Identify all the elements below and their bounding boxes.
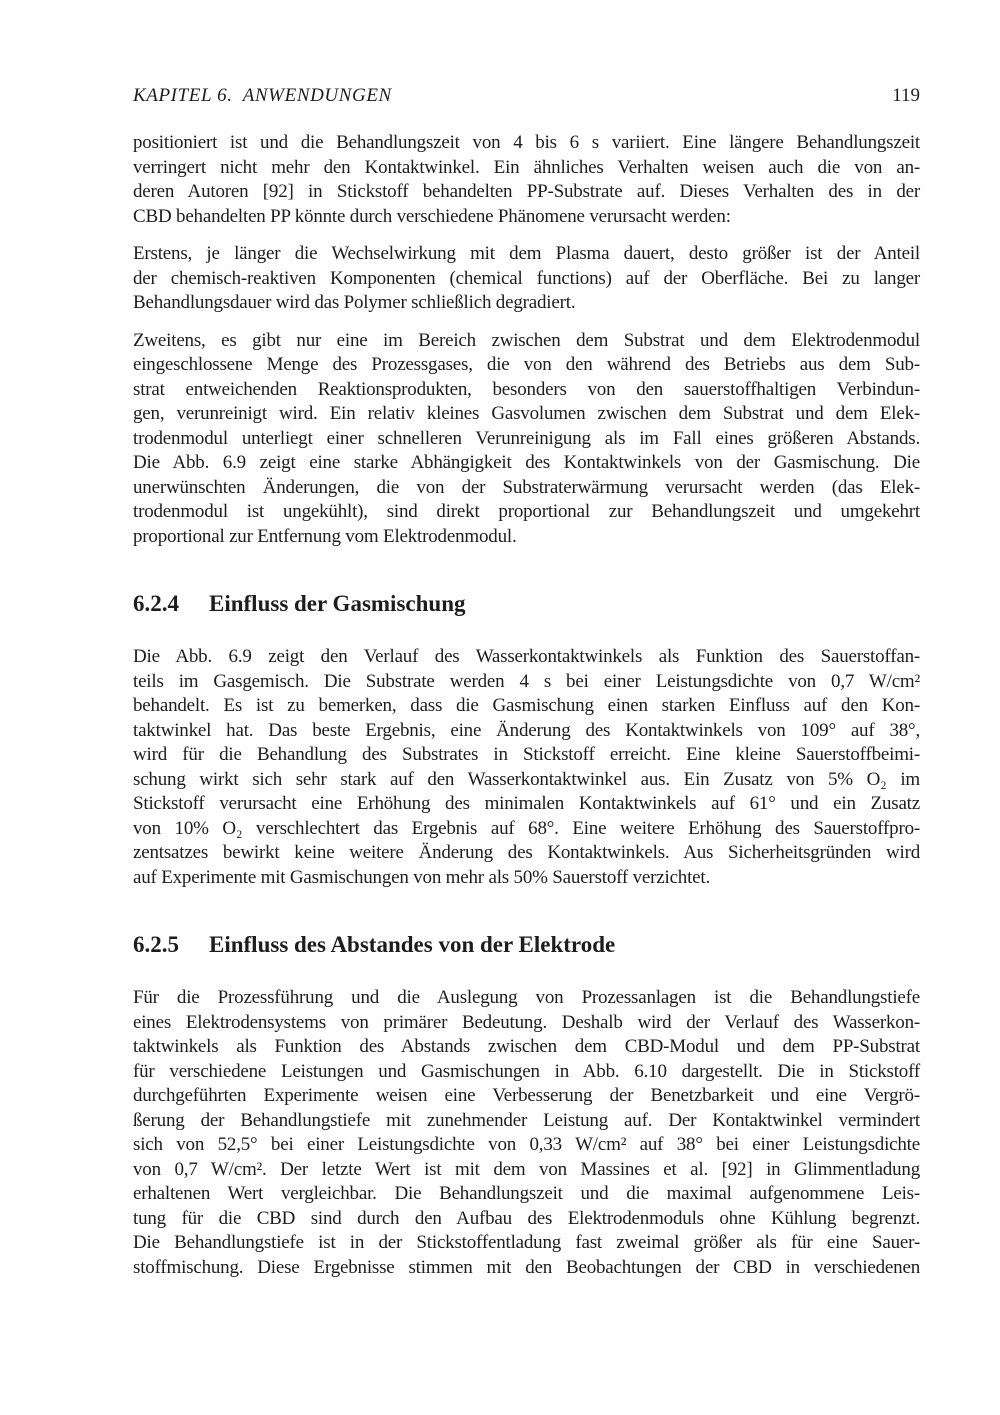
page-header [133,84,920,108]
page-number: 119 [892,85,920,106]
paragraph [133,645,920,890]
text-line: strat entweichenden Reaktionsprodukten, besonders von den sauerstoffhaltigen Verbindun- [133,378,920,400]
text-line: Die Abb. 6.9 zeigt den Verlauf des Wasserkontaktwinkels als Funktion des Sauerstoffan- [133,646,920,667]
text-line: Für die Prozessführung und die Auslegung von Prozessanlagen ist die Behandlungstiefe [133,987,920,1008]
text-line: deren Autoren [92] in Stickstoff behandelten PP-Substrate auf. Dieses Verhalten des in der [133,181,920,202]
text-line: von 10% O₂ verschlechtert das Ergebnis auf 68°. Eine weitere Erhöhung des Sauerstoffpro- [133,817,920,839]
text-line: unerwünschten Änderungen, die von der Substraterwärmung verursacht werden (das Elek- [133,476,920,498]
text-line: Die Behandlungstiefe ist in der Stickstoffentladung fast zweimal größer als für eine Sauer- [133,1232,920,1253]
paragraph [133,986,920,1280]
text-line: Stickstoff verursacht eine Erhöhung des minimalen Kontaktwinkels auf 61° und ein Zusatz [133,793,920,814]
text-line: schung wirkt sich sehr stark auf den Wasserkontaktwinkel aus. Ein Zusatz von 5% O₂ im [133,768,920,790]
section-number: 6.2.4 [133,591,179,616]
text-line: wird für die Behandlung des Substrates in Stickstoff erreicht. Eine kleine Sauerstoffbeimi- [133,744,920,765]
text-line: teils im Gasgemisch. Die Substrate werden 4 s bei einer Leistungsdichte von 0,7 W/cm² [133,670,920,692]
text-line: CBD behandelten PP könnte durch verschiedene Phänomene verursacht werden: [133,205,731,227]
section-heading [133,589,920,619]
text-line: stoffmischung. Diese Ergebnisse stimmen mit den Beobachtungen der CBD in verschiedenen [133,1256,920,1278]
text-line: der chemisch-reaktiven Komponenten (chemical functions) auf der Oberfläche. Bei zu langer [133,267,920,289]
text-line: Behandlungsdauer wird das Polymer schließlich degradiert. [133,292,576,313]
text-line: gen, verunreinigt wird. Ein relativ kleines Gasvolumen zwischen dem Substrat und dem Elek- [133,403,920,424]
section-title: Einfluss der Gasmischung [209,591,466,616]
chapter-title: KAPITEL 6. ANWENDUNGEN [133,85,392,106]
text-line: verringert nicht mehr den Kontaktwinkel. Ein ähnliches Verhalten weisen auch die von an- [133,156,920,178]
section-title: Einfluss des Abstandes von der Elektrode [209,932,616,957]
text-line: eines Elektrodensystems von primärer Bedeutung. Deshalb wird der Verlauf des Wasserkon- [133,1011,920,1033]
text-line: trodenmodul ist ungekühlt), sind direkt proportional zur Behandlungszeit und umgekehrt [133,501,920,522]
paragraph [133,242,920,316]
text-line: taktwinkels als Funktion des Abstands zwischen dem CBD-Modul und dem PP-Substrat [133,1036,920,1057]
section-number: 6.2.5 [133,932,179,957]
text-line: zentsatzes bewirkt keine weitere Änderung des Kontaktwinkels. Aus Sicherheitsgründen wird [133,842,920,863]
text-line: durchgeführten Experimente weisen eine Verbesserung der Benetzbarkeit und eine Vergrö- [133,1085,920,1106]
text-line: behandelt. Es ist zu bemerken, dass die Gasmischung einen starken Einfluss auf den Kon- [133,695,920,716]
text-line: tung für die CBD sind durch den Aufbau des Elektrodenmoduls ohne Kühlung begrenzt. [133,1207,920,1229]
page-content [133,131,920,1280]
text-line: proportional zur Entfernung vom Elektrodenmodul. [133,525,517,547]
text-line: taktwinkel hat. Das beste Ergebnis, eine Änderung des Kontaktwinkels von 109° auf 38°, [133,719,920,741]
text-line: positioniert ist und die Behandlungszeit von 4 bis 6 s variiert. Eine längere Behandlungszeit [133,132,920,153]
text-line: Erstens, je länger die Wechselwirkung mit dem Plasma dauert, desto größer ist der Anteil [133,243,920,264]
paragraph [133,329,920,550]
paragraph [133,131,920,229]
text-line: trodenmodul unterliegt einer schnelleren Verunreinigung als im Fall eines größeren Abstands. [133,427,920,449]
text-line: Die Abb. 6.9 zeigt eine starke Abhängigkeit des Kontaktwinkels von der Gasmischung. Die [133,452,920,473]
text-line: erhaltenen Wert vergleichbar. Die Behandlungszeit und die maximal aufgenommene Leis- [133,1183,920,1204]
text-line: auf Experimente mit Gasmischungen von mehr als 50% Sauerstoff verzichtet. [133,866,711,888]
text-line: sich von 52,5° bei einer Leistungsdichte von 0,33 W/cm² auf 38° bei einer Leistungsdichte [133,1134,920,1155]
text-line: ßerung der Behandlungstiefe mit zunehmender Leistung auf. Der Kontaktwinkel vermindert [133,1109,920,1131]
text-line: Zweitens, es gibt nur eine im Bereich zwischen dem Substrat und dem Elektrodenmodul [133,329,920,351]
section-heading [133,930,920,960]
text-line: von 0,7 W/cm². Der letzte Wert ist mit dem von Massines et al. [92] in Glimmentladung [133,1158,920,1180]
text-line: eingeschlossene Menge des Prozessgases, die von den während des Betriebs aus dem Sub- [133,354,920,375]
text-line: für verschiedene Leistungen und Gasmischungen in Abb. 6.10 dargestellt. Die in Stickstoff [133,1060,920,1082]
